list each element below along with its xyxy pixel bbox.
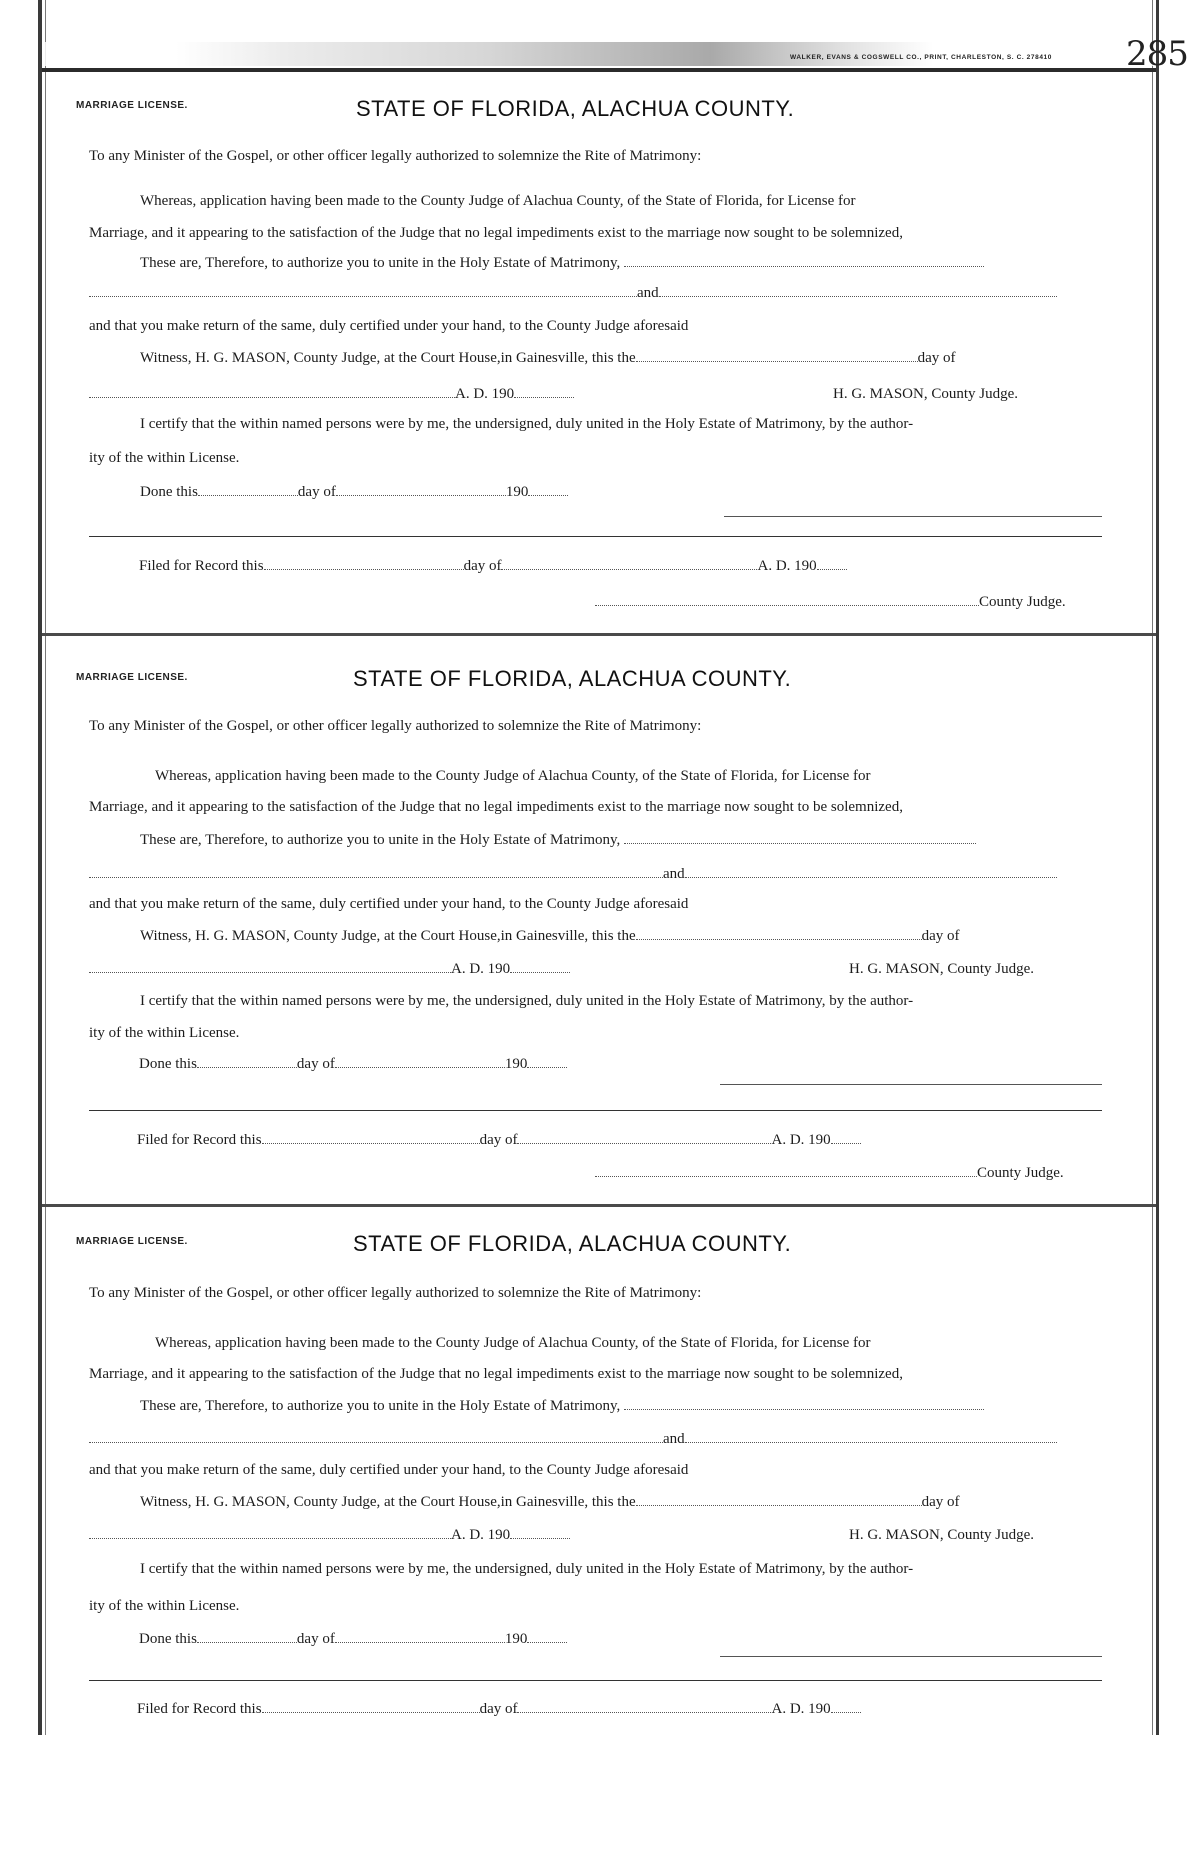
done-month-blank [336,484,506,496]
and-line [89,866,1057,883]
filed-year-blank [831,1701,861,1713]
filed-line [137,1132,861,1149]
filed-text: Filed for Record this [137,1701,262,1717]
authorize-text: These are, Therefore, to authorize you to unite in the Holy Estate of Matrimony, [140,832,621,848]
party-three-blank [659,285,1057,297]
right-border [1156,0,1159,1735]
salutation: To any Minister of the Gospel, or other officer legally authorized to solemnize the Rite of Matrimony: [89,148,702,164]
form-title: STATE OF FLORIDA, ALACHUA COUNTY. [356,96,795,121]
county-judge-label: County Judge. [977,1165,1064,1181]
county-judge-blank [595,1165,977,1177]
done-day-blank [197,1056,297,1068]
witness-text: Witness, H. G. MASON, County Judge, at the Court House,in Gainesville, this the [140,350,636,366]
filed-day-of: day of [463,558,502,574]
party-two-blank [89,1431,663,1443]
divider-rule [89,536,1102,537]
form-label: MARRIAGE LICENSE. [76,1236,188,1247]
authorize-line [140,832,976,849]
divider-rule [89,1110,1102,1111]
officiant-signature-line [720,1084,1102,1085]
filed-text: Filed for Record this [139,558,264,574]
section-divider-2 [42,1204,1156,1207]
party-two-blank [89,285,637,297]
done-day-of: day of [296,1056,335,1072]
filed-month-blank [517,1701,771,1713]
right-border-inner [1152,0,1153,1735]
section-divider-1 [42,633,1156,636]
party-one-blank [624,832,976,844]
filed-day-blank [264,558,464,570]
done-year-blank [527,1631,567,1643]
done-text: Done this [139,1056,197,1072]
return-line: and that you make return of the same, duly certified under your hand, to the County Judge aforesaid [89,1462,689,1478]
authorize-text: These are, Therefore, to authorize you to unite in the Holy Estate of Matrimony, [140,255,621,271]
filed-month-blank [501,558,757,570]
whereas-line-2: Marriage, and it appearing to the satisfaction of the Judge that no legal impediments exist to the marriage now sought to be solemnized, [89,225,903,241]
month-blank [89,386,455,398]
done-year: 190 [504,1056,528,1072]
witness-text: Witness, H. G. MASON, County Judge, at the Court House,in Gainesville, this the [140,928,636,944]
and-word: and [663,866,685,882]
ad-text: A. D. 190 [455,386,515,402]
done-line [140,484,568,501]
done-line [139,1631,567,1648]
month-blank [89,961,451,973]
ad-text: A. D. 190 [451,961,511,977]
return-line: and that you make return of the same, duly certified under your hand, to the County Judge aforesaid [89,896,689,912]
filed-ad: A. D. 190 [757,558,817,574]
filed-day-blank [262,1701,480,1713]
form-title: STATE OF FLORIDA, ALACHUA COUNTY. [353,666,792,691]
county-judge-blank [595,594,979,606]
county-judge-line [595,1165,1064,1182]
judge-signature: H. G. MASON, County Judge. [849,1527,1035,1543]
year-blank [514,386,574,398]
filed-ad: A. D. 190 [771,1132,831,1148]
month-blank [89,1527,451,1539]
judge-signature: H. G. MASON, County Judge. [849,961,1035,977]
certify-line-1: I certify that the within named persons were by me, the undersigned, duly united in the Holy Estate of Matrimony, by the author- [140,416,914,432]
day-of: day of [917,350,956,366]
done-year-blank [527,1056,567,1068]
left-border [38,0,42,1735]
certify-line-2: ity of the within License. [89,1598,240,1614]
ad-text: A. D. 190 [451,1527,511,1543]
party-three-blank [685,1431,1057,1443]
done-line [139,1056,567,1073]
party-three-blank [685,866,1057,878]
certify-line-1: I certify that the within named persons were by me, the undersigned, duly united in the Holy Estate of Matrimony, by the author- [140,1561,914,1577]
day-of: day of [921,1494,960,1510]
whereas-line-1: Whereas, application having been made to the County Judge of Alachua County, of the State of Florida, for License for [140,193,856,209]
divider-rule [89,1680,1102,1681]
filed-line [137,1701,861,1718]
day-blank [636,1494,922,1506]
salutation: To any Minister of the Gospel, or other officer legally authorized to solemnize the Rite of Matrimony: [89,718,702,734]
witness-line [140,350,956,367]
form-title: STATE OF FLORIDA, ALACHUA COUNTY. [353,1231,792,1256]
authorize-line [140,1398,984,1415]
county-judge-label: County Judge. [979,594,1066,610]
done-year: 190 [505,484,529,500]
done-day-of: day of [297,484,336,500]
year-blank [510,1527,570,1539]
done-text: Done this [140,484,198,500]
party-one-blank [624,1398,984,1410]
page-number: 285 [1126,34,1188,74]
done-year-blank [528,484,568,496]
witness-line [140,928,960,945]
whereas-line-1: Whereas, application having been made to the County Judge of Alachua County, of the State of Florida, for License for [155,1335,871,1351]
officiant-signature-line [724,516,1102,517]
filed-ad: A. D. 190 [771,1701,831,1717]
authorize-text: These are, Therefore, to authorize you to unite in the Holy Estate of Matrimony, [140,1398,621,1414]
day-blank [636,928,922,940]
ad-line [89,386,574,403]
authorize-line [140,255,984,272]
form-label: MARRIAGE LICENSE. [76,672,188,683]
whereas-line-1: Whereas, application having been made to the County Judge of Alachua County, of the State of Florida, for License for [155,768,871,784]
printer-imprint: WALKER, EVANS & COGSWELL CO., PRINT, CHARLESTON, S. C. 278410 [790,54,1052,61]
filed-year-blank [831,1132,861,1144]
ad-line [89,961,570,978]
filed-text: Filed for Record this [137,1132,262,1148]
day-of: day of [921,928,960,944]
top-rule [42,68,1156,72]
judge-signature: H. G. MASON, County Judge. [833,386,1019,402]
party-two-blank [89,866,663,878]
certify-line-2: ity of the within License. [89,1025,240,1041]
filed-day-of: day of [479,1132,518,1148]
done-day-blank [198,484,298,496]
filed-month-blank [517,1132,771,1144]
done-day-blank [197,1631,297,1643]
certify-line-2: ity of the within License. [89,450,240,466]
done-month-blank [335,1631,505,1643]
filed-line [139,558,847,575]
filed-day-of: day of [479,1701,518,1717]
form-label: MARRIAGE LICENSE. [76,100,188,111]
salutation: To any Minister of the Gospel, or other officer legally authorized to solemnize the Rite of Matrimony: [89,1285,702,1301]
filed-year-blank [817,558,847,570]
party-one-blank [624,255,984,267]
and-word: and [663,1431,685,1447]
ad-line [89,1527,570,1544]
done-month-blank [335,1056,505,1068]
year-blank [510,961,570,973]
whereas-line-2: Marriage, and it appearing to the satisfaction of the Judge that no legal impediments exist to the marriage now sought to be solemnized, [89,1366,903,1382]
done-day-of: day of [296,1631,335,1647]
day-blank [636,350,918,362]
return-line: and that you make return of the same, duly certified under your hand, to the County Judge aforesaid [89,318,689,334]
county-judge-line [595,594,1066,611]
done-text: Done this [139,1631,197,1647]
and-line [89,1431,1057,1448]
done-year: 190 [504,1631,528,1647]
whereas-line-2: Marriage, and it appearing to the satisfaction of the Judge that no legal impediments exist to the marriage now sought to be solemnized, [89,799,903,815]
left-border-inner [45,0,46,1735]
certify-line-1: I certify that the within named persons were by me, the undersigned, duly united in the Holy Estate of Matrimony, by the author- [140,993,914,1009]
officiant-signature-line [720,1656,1102,1657]
witness-line [140,1494,960,1511]
and-word: and [637,285,659,301]
filed-day-blank [262,1132,480,1144]
and-line [89,285,1057,302]
witness-text: Witness, H. G. MASON, County Judge, at the Court House,in Gainesville, this the [140,1494,636,1510]
